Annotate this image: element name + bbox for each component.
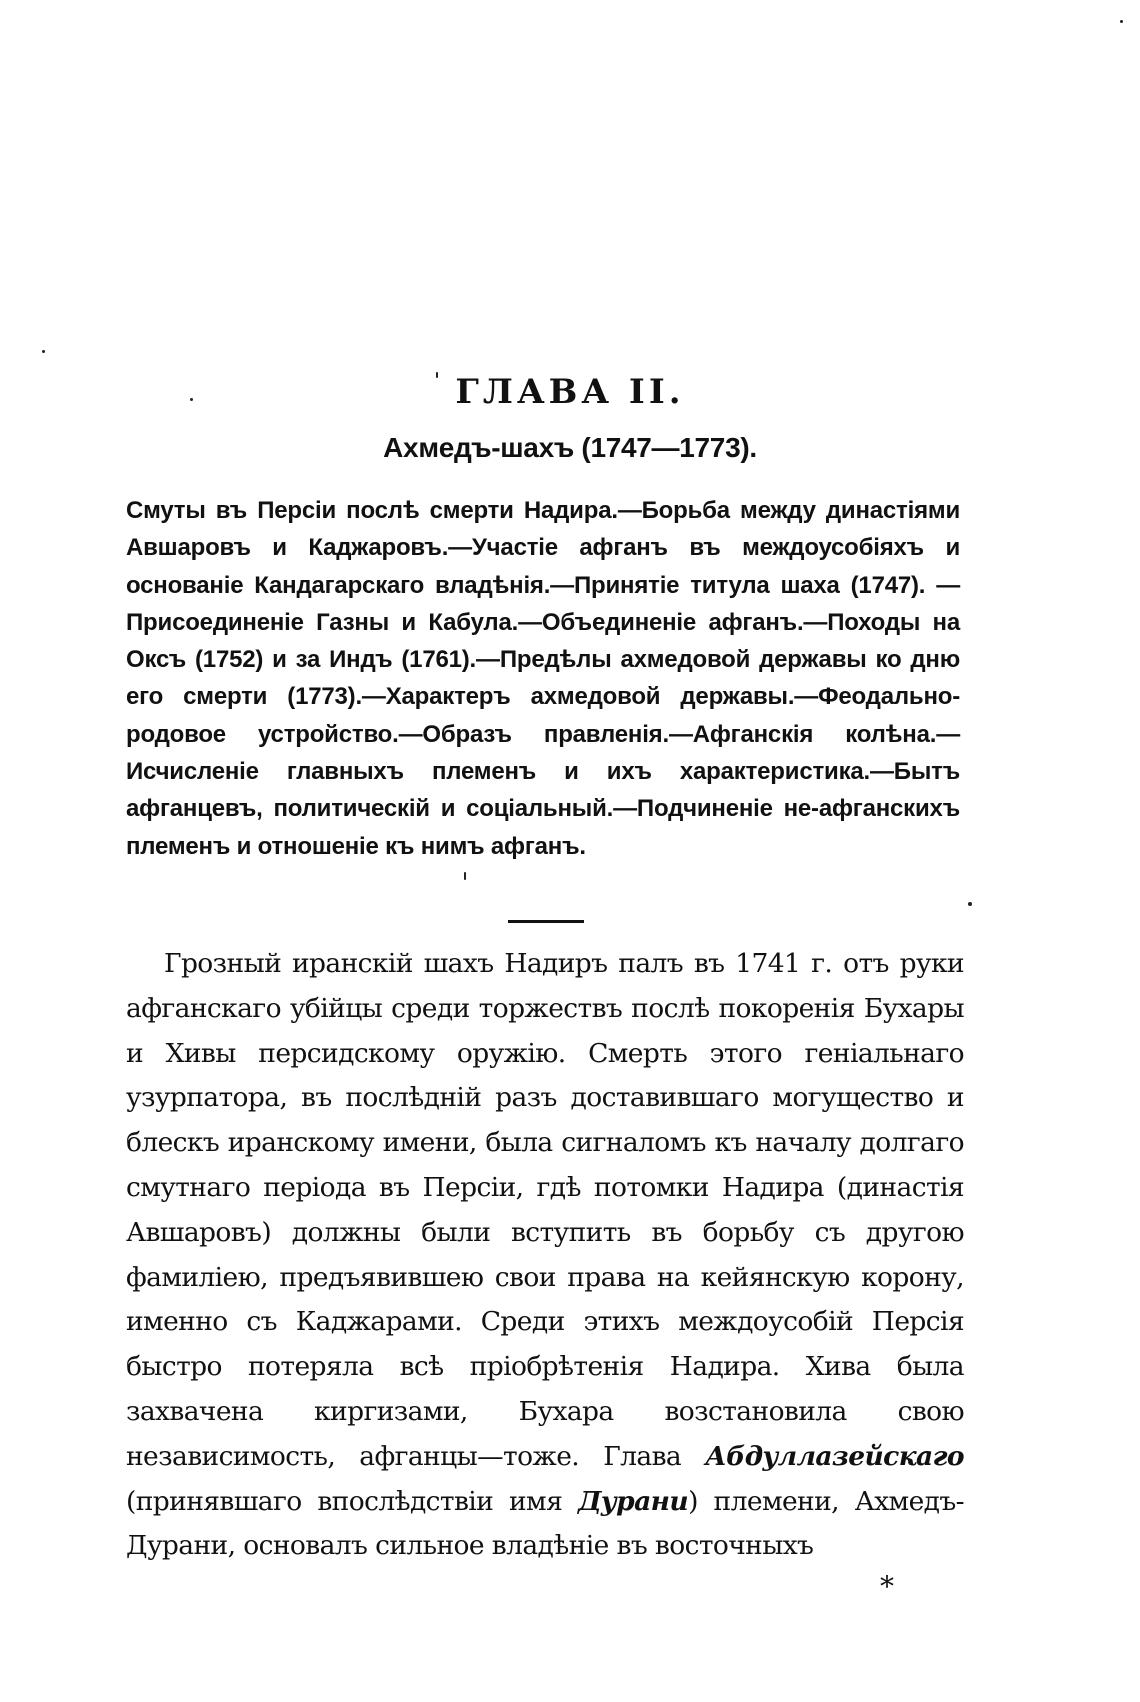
scan-speck [436, 372, 438, 378]
scan-speck [464, 872, 466, 880]
footnote-mark: * [880, 1570, 894, 1603]
body-italic-durani: Дурани [577, 1485, 689, 1517]
section-separator [508, 920, 584, 923]
body-text-part-1: Грозный иранскій шахъ Надиръ палъ въ 1741 г. отъ руки афганскаго убійцы среди торжествъ послѣ покоренія Бухары и Хивы персидскому оружію. Смерть этого геніальнаго узурпатора, въ послѣдній разъ доставившаго могущество и блескъ иранскому имени, была сигналомъ къ началу долгаго смутнаго періода въ Персіи, гдѣ потомки Надира (династія Авшаровъ) должны были вступить въ борьбу съ другою фамиліею, предъявившею свои права на кейянскую корону, именно съ Каджарами. Среди этихъ междоусобій Персія быстро потеряла всѣ пріобрѣтенія Надира. Хива была захвачена киргизами, Бухара возстановила свою независимость, афганцы—тоже. Глава [126, 948, 964, 1472]
chapter-summary: Смуты въ Персіи послѣ смерти Надира.—Борьба между династіями Авшаровъ и Каджаровъ.—Участіе афганъ въ междоусобіяхъ и основаніе Кандагарскаго владѣнія.—Принятіе титула шаха (1747). —Присоединеніе Газны и Кабула.—Объединеніе афганъ.—Походы на Оксъ (1752) и за Индъ (1761).—Предѣлы ахмедовой державы ко дню его смерти (1773).—Характеръ ахмедовой державы.—Феодально-родовое устройство.—Образъ правленія.—Афганскія колѣна.—Исчисленіе главныхъ племенъ и ихъ характеристика.—Бытъ афганцевъ, политическій и соціальный.—Подчиненіе не-афганскихъ племенъ и отношеніе къ нимъ афганъ. [126, 497, 960, 860]
chapter-subtitle: Ахмедъ-шахъ (1747—1773). [383, 432, 757, 463]
scan-speck [190, 398, 193, 401]
body-paragraph [126, 942, 964, 1569]
body-text [126, 942, 964, 1569]
body-text-part-2: (принявшаго впослѣдствіи имя [126, 1485, 578, 1517]
body-italic-abdullazei: Абдуллазейскаго [705, 1440, 964, 1472]
chapter-title: ГЛАВА II. [455, 372, 685, 412]
scan-speck [1120, 20, 1123, 23]
scan-speck [42, 350, 45, 353]
scan-speck [968, 902, 972, 906]
body-text-part-3: ) племени, Ахмедъ-Дурани, основалъ сильное владѣніе въ восточныхъ [126, 1485, 964, 1562]
